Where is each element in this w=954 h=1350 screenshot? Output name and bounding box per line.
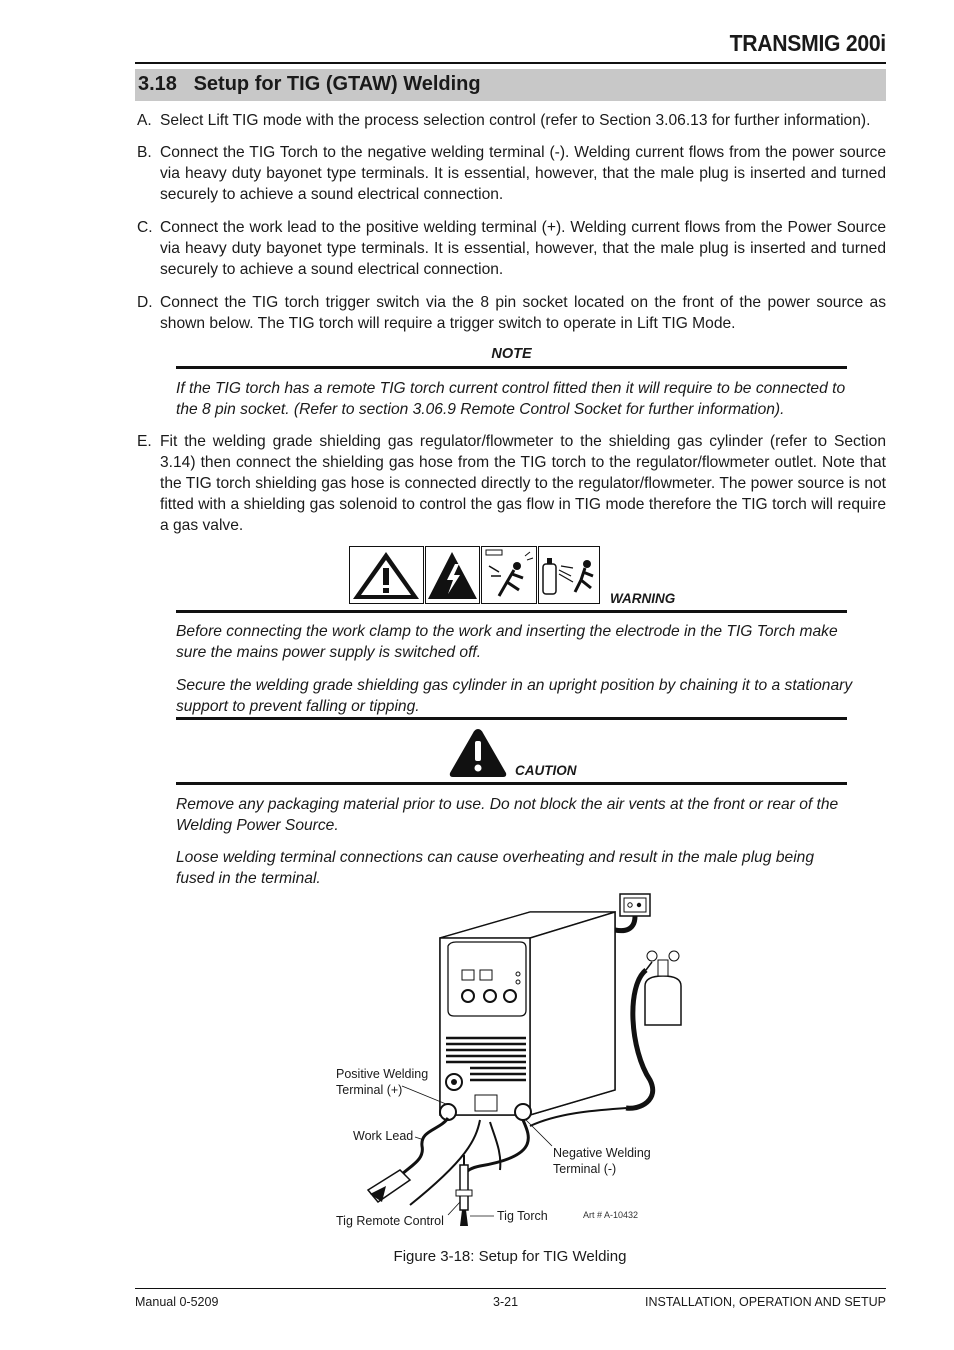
section-title: 3.18 Setup for TIG (GTAW) Welding: [138, 73, 481, 95]
brand-title: TRANSMIG 200i: [729, 30, 886, 56]
step-b: [137, 142, 886, 205]
power-source-unit: [440, 912, 615, 1120]
caution-text-1: Remove any packaging material prior to use. Do not block the air vents at the front or rear of the Welding Power Source.: [176, 796, 839, 834]
callout-line: Negative Welding: [553, 1146, 651, 1160]
step-letter: B.: [137, 144, 152, 161]
electric-shock-icon: [426, 547, 480, 604]
step-text: Connect the work lead to the positive welding terminal (+). Welding current flows from the Power Source via heavy duty bayonet type terminals. It is essential, however, that the male plug is inserted and turned securely to achieve a sound electrical connection.: [160, 219, 886, 278]
tig-torch-icon: [456, 1155, 472, 1226]
welder-illustration: [330, 890, 700, 1240]
power-outlet-icon: [620, 894, 650, 916]
step-d: [137, 292, 886, 334]
warning-rule-top: [176, 610, 847, 613]
figure-caption: Figure 3-18: Setup for TIG Welding: [393, 1248, 627, 1265]
step-e: [137, 431, 886, 536]
work-clamp-icon: [368, 1170, 410, 1202]
callout-positive-terminal: [336, 1066, 428, 1098]
warning-text-2: Secure the welding grade shielding gas cylinder in an upright position by chaining it to a stationary support to prevent falling or tipping.: [176, 677, 853, 715]
caution-label: CAUTION: [515, 763, 577, 778]
footer-rule: [135, 1288, 886, 1289]
step-a: [137, 110, 886, 131]
note-label: NOTE: [491, 346, 532, 362]
setup-figure: [330, 890, 700, 1240]
callout-work-lead: Work Lead: [353, 1129, 414, 1143]
warning-rule-bottom: [176, 717, 847, 720]
header-rule: [135, 62, 886, 64]
step-text: Connect the TIG Torch to the negative welding terminal (-). Welding current flows from the power source via heavy duty bayonet type terminals. It is essential, however, that the male plug is inserted and turned securely to achieve a sound electrical connection.: [160, 144, 886, 203]
caution-triangle-icon: [448, 727, 508, 784]
warning-text-1: Before connecting the work clamp to the work and inserting the electrode in the TIG Torch make sure the mains power supply is switched off.: [176, 623, 838, 661]
gas-cylinder-hazard-icon: [539, 547, 600, 604]
footer-chapter: INSTALLATION, OPERATION AND SETUP: [644, 1295, 886, 1309]
note-rule-top: [176, 366, 847, 369]
step-text: Select Lift TIG mode with the process selection control (refer to Section 3.06.13 for further information).: [160, 112, 871, 129]
callout-tig-remote: Tig Remote Control: [336, 1214, 444, 1228]
callout-line: Positive Welding: [336, 1067, 429, 1081]
note-text: If the TIG torch has a remote TIG torch current control fitted then it will require to be connected to the 8 pin socket. (Refer to section 3.06.9 Remote Control Socket for further information).: [176, 380, 846, 418]
step-letter: A.: [137, 112, 152, 129]
step-letter: C.: [137, 219, 153, 236]
footer-page-number: 3-21: [493, 1295, 519, 1309]
callout-line: Terminal (+): [336, 1083, 403, 1097]
step-text: Connect the TIG torch trigger switch via the 8 pin socket located on the front of the power source as shown below. The TIG torch will require a trigger switch to operate in Lift TIG Mode.: [160, 294, 886, 332]
caution-rule-top: [176, 782, 847, 785]
callout-negative-terminal: [553, 1145, 651, 1177]
step-letter: E.: [137, 433, 152, 450]
warning-icon-strip: [349, 546, 601, 604]
footer-manual: Manual 0-5209: [135, 1295, 219, 1309]
warning-label: WARNING: [610, 591, 676, 606]
step-letter: D.: [137, 294, 153, 311]
art-number: Art # A-10432: [583, 1210, 639, 1220]
step-text: Fit the welding grade shielding gas regulator/flowmeter to the shielding gas cylinder (refer to Section 3.14) then connect the shielding gas hose from the TIG torch to the regulator/flowmeter outlet. Note that the TIG torch shielding gas hose is connected directly to the regulator/flowmeter. The power source is not fitted with a shielding gas solenoid to control the gas flow in TIG mode therefore the TIG torch will require a gas valve.: [160, 433, 886, 534]
callout-line: Terminal (-): [553, 1162, 617, 1176]
caution-text-2: Loose welding terminal connections can cause overheating and result in the male plug being fused in the terminal.: [176, 849, 815, 887]
callout-tig-torch: Tig Torch: [497, 1209, 548, 1223]
general-hazard-icon: [350, 547, 424, 604]
step-c: [137, 217, 886, 280]
gas-cylinder-icon: [645, 951, 681, 1025]
welding-arc-hazard-icon: [482, 547, 537, 604]
